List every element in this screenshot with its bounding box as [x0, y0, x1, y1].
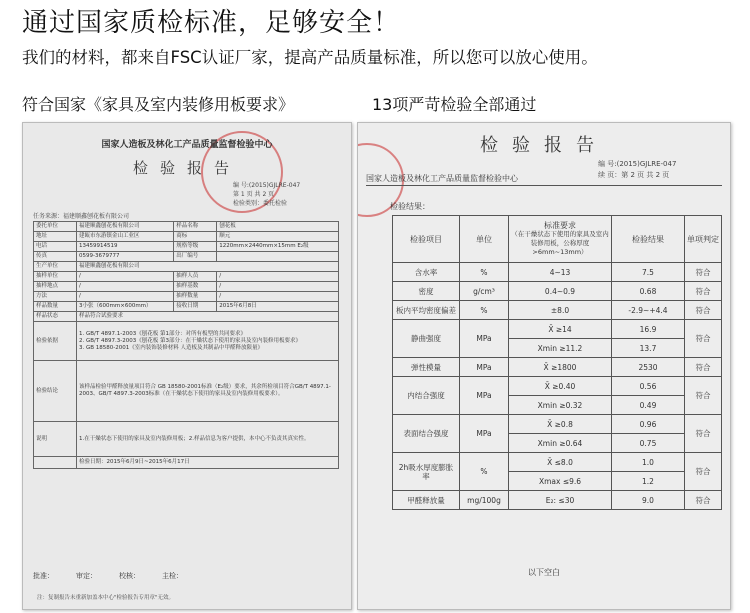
cell-label: 样品名称	[174, 222, 217, 232]
cell-item: 2h吸水厚度膨胀率	[393, 453, 460, 491]
col-verdict: 单项判定	[685, 216, 722, 263]
cell-label: 检验依据	[34, 322, 77, 361]
cell-basis: 1. GB/T 4897.1-2003《刨花板 第1部分：对所有板型的共同要求》 2. GB/T 4897.3-2003《刨花板 第3部分：在干燥状态下使用的家具及室内装修用板要求》 3. GB 18580-2001《室内装饰装修材料 人造板及其制品中甲醛释放限量》	[77, 322, 339, 361]
cert-number: 编 号:(2015)GJLRE-047 第 1 页 共 2 页 检验类别：委托检验	[233, 182, 301, 207]
cell-value: /	[217, 292, 339, 302]
cell-unit: MPa	[460, 415, 509, 453]
table-row	[34, 422, 339, 457]
cell-requirement: Xmin ≥11.2	[509, 339, 612, 358]
cell-result: 13.7	[612, 339, 685, 358]
cell-result: 2530	[612, 358, 685, 377]
cell-label: 规格等级	[174, 242, 217, 252]
table-row	[34, 242, 339, 252]
cell-verdict: 符合	[685, 358, 722, 377]
cell-unit: g/cm³	[460, 282, 509, 301]
cell-result: 0.96	[612, 415, 685, 434]
report-image-right	[357, 122, 731, 610]
cell-label: 接收日期	[174, 302, 217, 312]
cell-label: 抽样基数	[174, 282, 217, 292]
col-unit: 单位	[460, 216, 509, 263]
cell-label: 抽样单位	[34, 272, 77, 282]
cell-item: 内结合强度	[393, 377, 460, 415]
cell-unit: mg/100g	[460, 491, 509, 510]
cell-label: 商标	[174, 232, 217, 242]
table-row	[393, 491, 722, 510]
cell-result: 1.0	[612, 453, 685, 472]
cell-item: 密度	[393, 282, 460, 301]
cell-value: 13459914519	[77, 242, 174, 252]
table-row	[34, 292, 339, 302]
certificate-image-left	[22, 122, 352, 610]
cell-requirement: X̄ ≥0.8	[509, 415, 612, 434]
cell-requirement: E₂: ≤30	[509, 491, 612, 510]
cell-value: /	[77, 282, 174, 292]
cell-value: 顺元	[217, 232, 339, 242]
cell-label: 方法	[34, 292, 77, 302]
cell-result: 7.5	[612, 263, 685, 282]
cert-info-table	[33, 221, 339, 469]
cell-label: 传真	[34, 252, 77, 262]
cell-value	[217, 252, 339, 262]
divider	[366, 185, 722, 186]
table-row	[34, 322, 339, 361]
cell-requirement: Xmin ≥0.64	[509, 434, 612, 453]
cell-requirement: 0.4~0.9	[509, 282, 612, 301]
cell-value: 2015年6月8日	[217, 302, 339, 312]
cell-verdict: 符合	[685, 377, 722, 415]
cell-label: 样品状态	[34, 312, 77, 322]
cell-requirement: Xmin ≥0.32	[509, 396, 612, 415]
cell-requirement: X̄ ≥1800	[509, 358, 612, 377]
subheadline: 我们的材料，都来自FSC认证厂家，提高产品质量标准，所以您可以放心使用。	[22, 48, 598, 67]
col-item: 检验项目	[393, 216, 460, 263]
cell-verdict: 符合	[685, 320, 722, 358]
end-note: 以下空白	[528, 568, 560, 577]
table-row	[34, 272, 339, 282]
table-row	[393, 377, 722, 396]
cell-value: /	[77, 292, 174, 302]
cell-label: 生产单位	[34, 262, 77, 272]
cell-value: 3小张（600mm×600mm）	[77, 302, 174, 312]
cell-value: 建瓯市东游镇金山工业区	[77, 232, 174, 242]
cert-note: 注：复制报告未重新加盖本中心"检验报告专用章"无效。	[37, 595, 175, 601]
report-meta: 编 号:(2015)GJLRE-047 续 页：第 2 页 共 2 页	[598, 160, 677, 179]
table-row	[34, 232, 339, 242]
cell-verdict: 符合	[685, 301, 722, 320]
cell-value: 福建顺鑫刨花板有限公司	[77, 222, 174, 232]
cell-result: 0.56	[612, 377, 685, 396]
cell-verdict: 符合	[685, 415, 722, 453]
table-row	[34, 361, 339, 422]
cell-unit: MPa	[460, 377, 509, 415]
cell-result: 0.68	[612, 282, 685, 301]
cell-item: 板内平均密度偏差	[393, 301, 460, 320]
cell-value: 刨花板	[217, 222, 339, 232]
cell-item: 含水率	[393, 263, 460, 282]
cell-label: 样品数量	[34, 302, 77, 312]
results-table	[392, 215, 722, 510]
cell-requirement: 4~13	[509, 263, 612, 282]
table-row	[393, 415, 722, 434]
cell-verdict: 符合	[685, 491, 722, 510]
cell-label: 说明	[34, 422, 77, 457]
cell-result: 16.9	[612, 320, 685, 339]
table-row	[34, 312, 339, 322]
cell-unit: MPa	[460, 320, 509, 358]
table-row	[393, 453, 722, 472]
cell-value: 福建顺鑫刨花板有限公司	[77, 262, 339, 272]
cell-item: 静曲强度	[393, 320, 460, 358]
cell-result: 1.2	[612, 472, 685, 491]
cell-unit: %	[460, 453, 509, 491]
cell-value: 样品符合试验要求	[77, 312, 339, 322]
cell-item: 甲醛释放量	[393, 491, 460, 510]
table-row	[34, 222, 339, 232]
cell-requirement: X̄ ≤8.0	[509, 453, 612, 472]
table-row	[34, 457, 339, 469]
report-title: 检验报告	[480, 135, 608, 156]
cell-requirement: X̄ ≥14	[509, 320, 612, 339]
caption-left: 符合国家《家具及室内装修用板要求》	[22, 95, 295, 114]
cell-value: /	[217, 282, 339, 292]
table-row	[34, 302, 339, 312]
cell-unit: %	[460, 301, 509, 320]
headline: 通过国家质检标准，足够安全！	[22, 8, 401, 38]
cell-verdict: 符合	[685, 282, 722, 301]
report-org: 国家人造板及林化工产品质量监督检验中心	[366, 174, 518, 183]
table-row	[34, 252, 339, 262]
cell-value: /	[77, 272, 174, 282]
cell-result: 0.75	[612, 434, 685, 453]
cell-requirement: Xmax ≤9.6	[509, 472, 612, 491]
cell-requirement: X̄ ≥0.40	[509, 377, 612, 396]
cell-verdict: 符合	[685, 453, 722, 491]
cell-label: 出厂编号	[174, 252, 217, 262]
cell-result: 0.49	[612, 396, 685, 415]
table-row	[393, 263, 722, 282]
cell-result: -2.9~+4.4	[612, 301, 685, 320]
cell-label: 抽样人员	[174, 272, 217, 282]
cell-value: 0599-3679777	[77, 252, 174, 262]
cell-label: 地址	[34, 232, 77, 242]
entrusting-unit: 任务来源：福建顺鑫刨花板有限公司	[33, 213, 130, 220]
cell-conclusion: 该样品检验甲醛释放量项目符合 GB 18580-2001标准（E₂级）要求，其余所检项目符合GB/T 4897.1-2003、GB/T 4897.3-2003标准（在干燥状态下使用的家具及室内装修用板要求）。	[77, 361, 339, 422]
cell-item: 表面结合强度	[393, 415, 460, 453]
cell-label: 委托单位	[34, 222, 77, 232]
cell-remarks: 1.在干燥状态下使用的家具及室内装修用板；2.样品信息为客户提供，本中心不负责其真实性。	[77, 422, 339, 457]
cell-unit: %	[460, 263, 509, 282]
col-requirement: 标准要求 （在干燥状态下使用的家具及室内装修用板，公称厚度>6mm~13mm）	[509, 216, 612, 263]
cell-label: 检验结论	[34, 361, 77, 422]
cell-label: 电话	[34, 242, 77, 252]
table-row	[393, 282, 722, 301]
signature-row: 批准： 审定： 校核： 主检：	[33, 572, 183, 580]
cell-label: 抽样地点	[34, 282, 77, 292]
cert-org: 国家人造板及林化工产品质量监督检验中心	[101, 140, 273, 150]
cell-label	[34, 457, 77, 469]
table-row	[393, 320, 722, 339]
table-row	[34, 282, 339, 292]
cell-value: /	[217, 272, 339, 282]
cell-date: 检验日期：2015年6月9日~2015年6月17日	[77, 457, 339, 469]
cell-unit: MPa	[460, 358, 509, 377]
results-label: 检验结果：	[390, 202, 430, 211]
col-result: 检验结果	[612, 216, 685, 263]
caption-right: 13项严苛检验全部通过	[372, 95, 537, 114]
cell-item: 弹性模量	[393, 358, 460, 377]
table-row	[34, 262, 339, 272]
cell-value: 1220mm×2440mm×15mm E₂级	[217, 242, 339, 252]
cell-verdict: 符合	[685, 263, 722, 282]
cell-label: 抽样数量	[174, 292, 217, 302]
cell-requirement: ±8.0	[509, 301, 612, 320]
cell-result: 9.0	[612, 491, 685, 510]
table-row	[393, 301, 722, 320]
cert-title: 检验报告	[132, 159, 241, 177]
table-row	[393, 358, 722, 377]
